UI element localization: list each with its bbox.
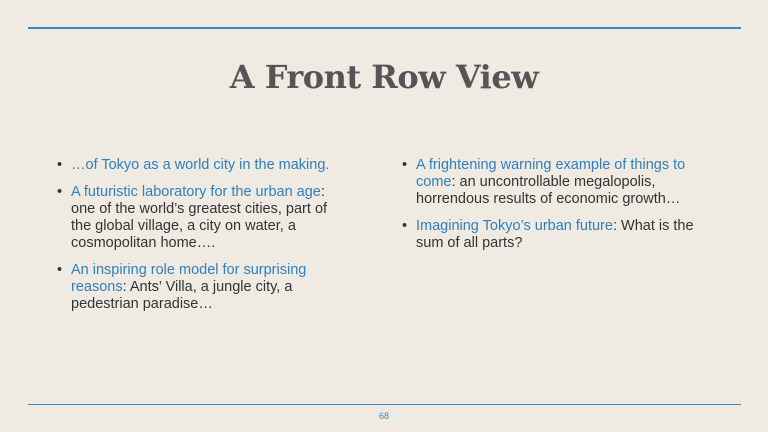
list-item (402, 157, 717, 208)
bullet-highlight: An inspiring role model for surprising reasons (71, 262, 307, 295)
bullet-text: : one of the world’s greatest cities, part of the global village, a city on water, a cosmopolitan home…. (71, 184, 328, 251)
page-number: 68 (378, 411, 389, 421)
bullet-icon: • (402, 157, 408, 173)
bullet-list-right (402, 157, 717, 252)
bullet-text: : What is the sum of all parts? (416, 218, 694, 251)
bullet-highlight: A futuristic laboratory for the urban age (71, 184, 321, 200)
list-item (57, 262, 347, 313)
bullet-icon: • (57, 262, 63, 278)
slide-title: A Front Row View (229, 58, 539, 96)
bullet-highlight: Imagining Tokyo’s urban future (416, 218, 613, 234)
bullet-icon: • (57, 157, 63, 173)
bullet-highlight: A frightening warning example of things to come (416, 157, 686, 190)
right-column (402, 157, 717, 262)
top-divider (28, 27, 741, 29)
bullet-icon: • (57, 184, 63, 200)
left-column (57, 157, 347, 323)
list-item (57, 184, 347, 252)
bullet-list-left (57, 157, 347, 313)
bullet-highlight: …of Tokyo as a world city in the making. (71, 157, 330, 173)
list-item (402, 218, 717, 252)
bottom-divider (28, 404, 741, 405)
bullet-icon: • (402, 218, 408, 234)
bullet-text: : an uncontrollable megalopolis, horrendous results of economic growth… (416, 174, 681, 207)
list-item (57, 157, 347, 174)
bullet-text: : Ants’ Villa, a jungle city, a pedestrian paradise… (71, 279, 293, 312)
